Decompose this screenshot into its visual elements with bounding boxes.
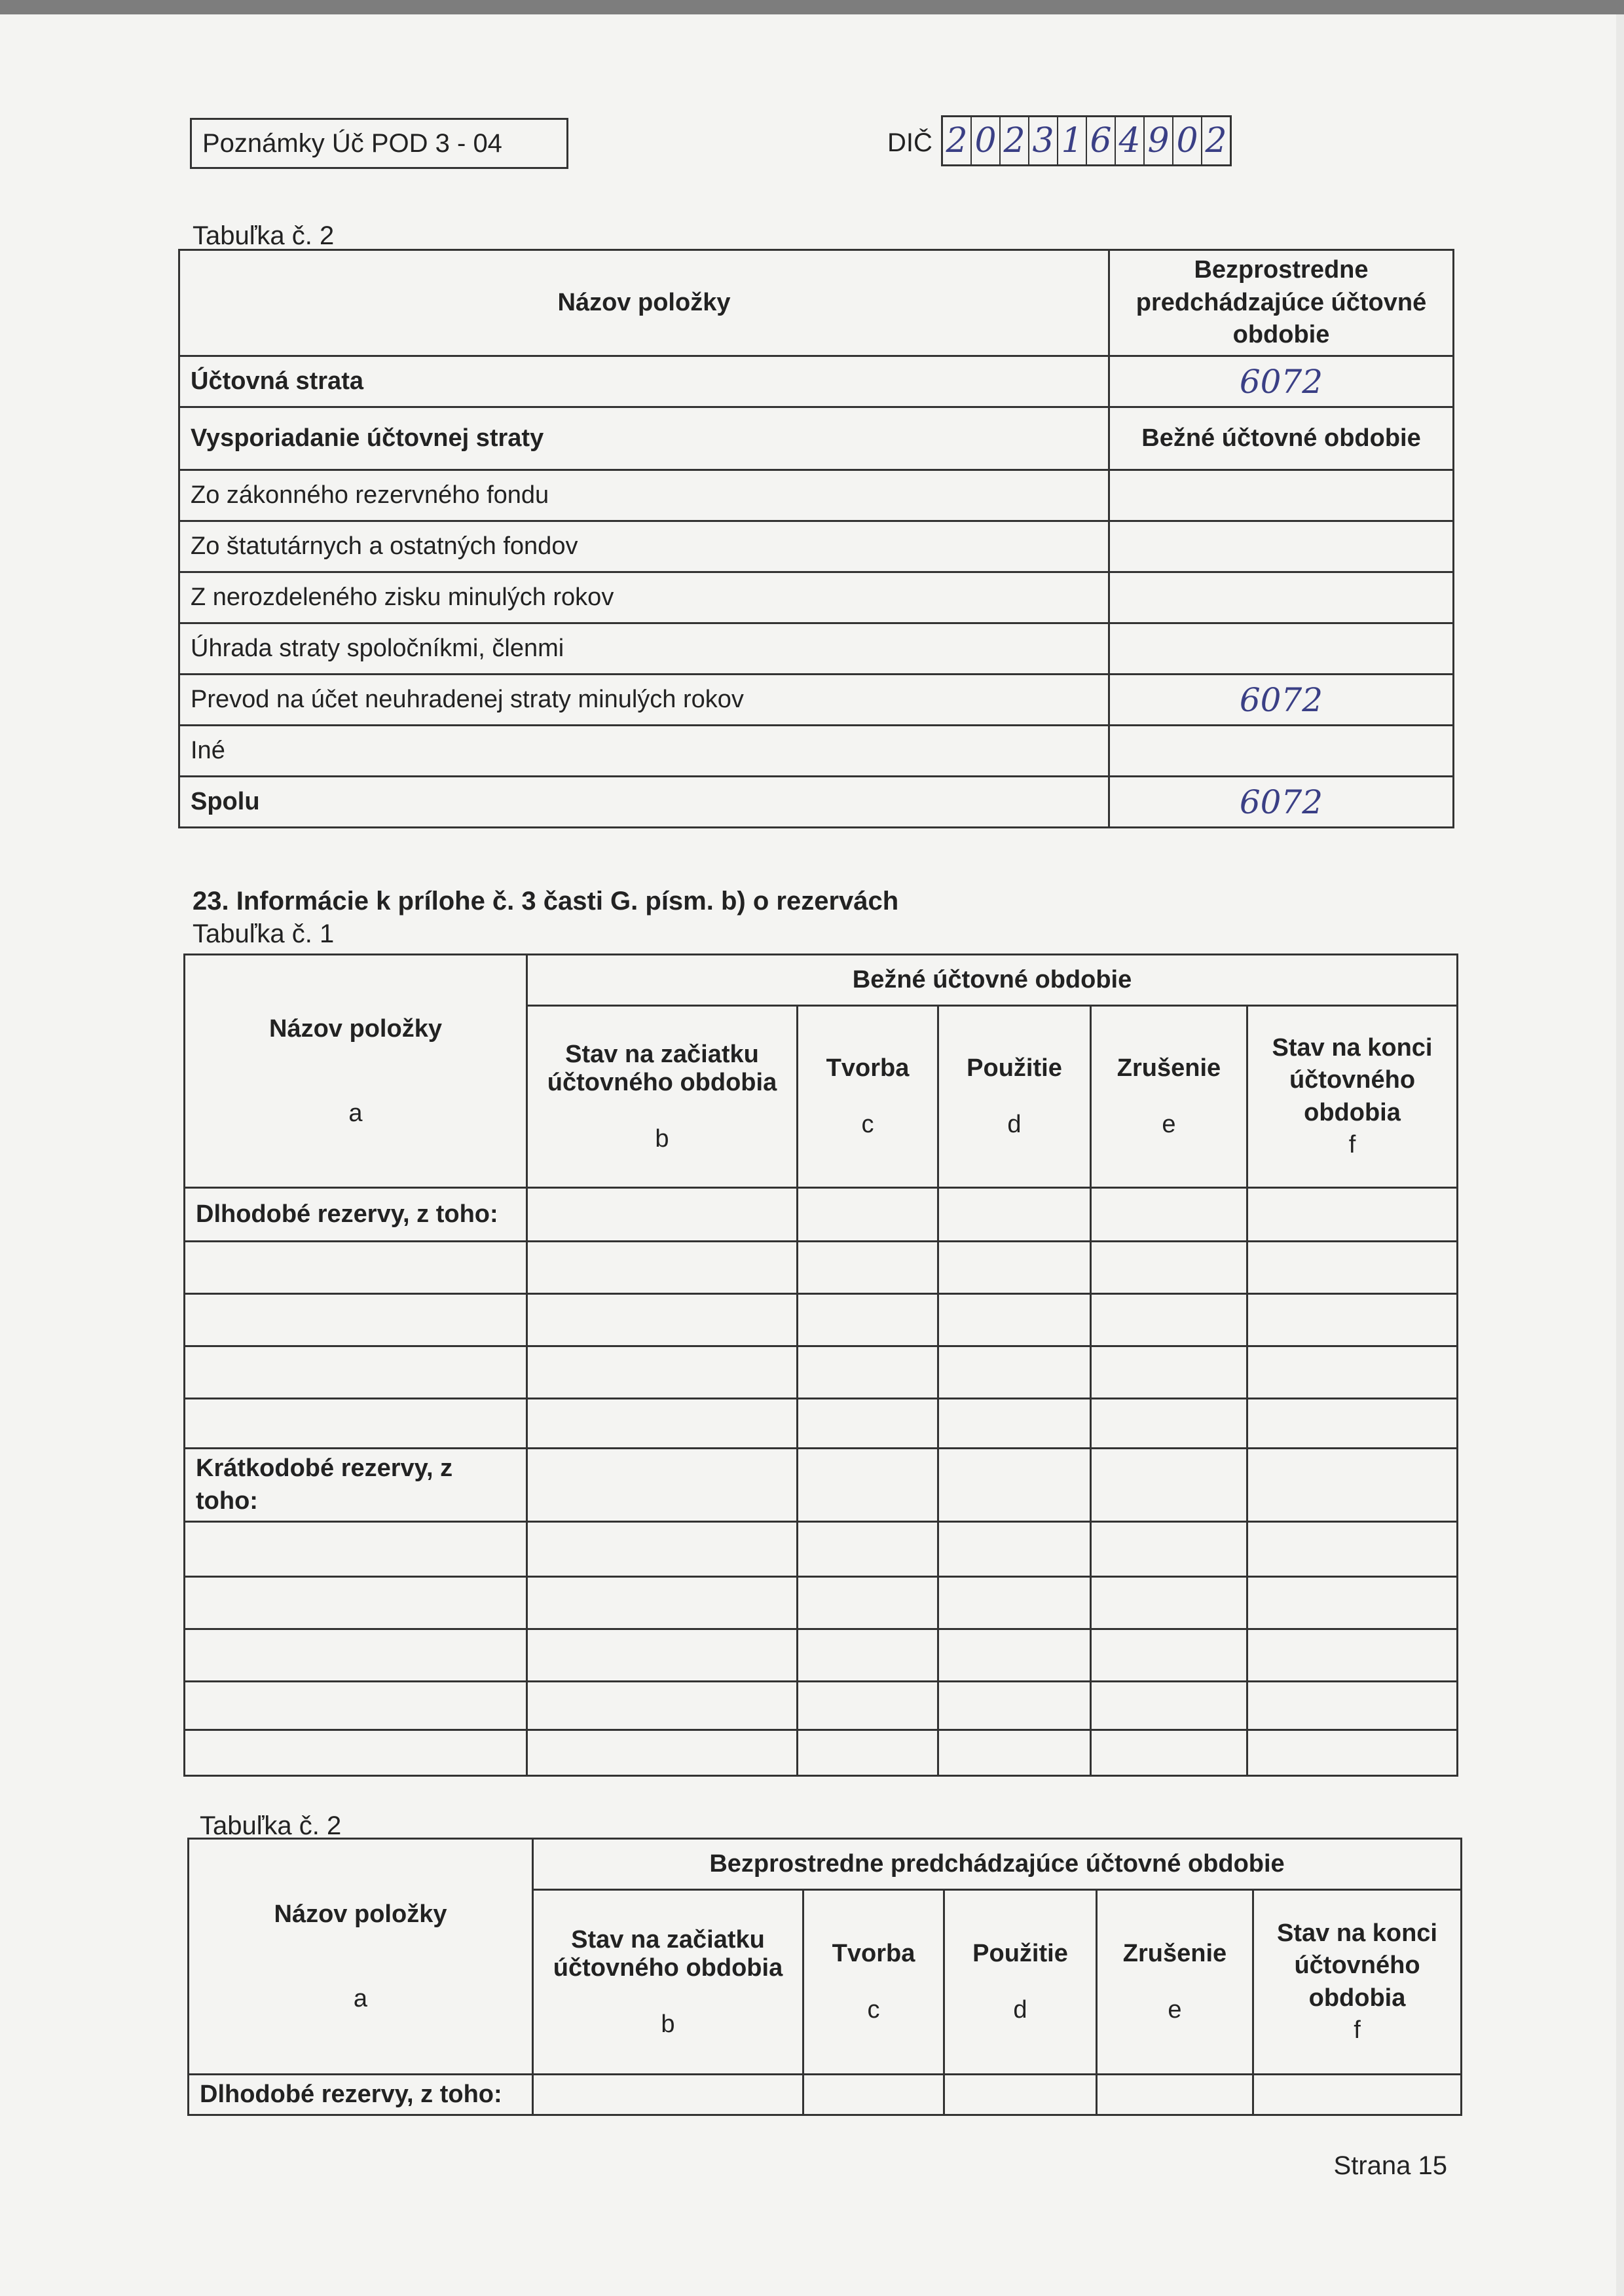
dic-digit: 2 [1205, 121, 1227, 160]
dic-digit: 0 [972, 117, 1001, 164]
col-letter: c [861, 1111, 874, 1138]
table-cell [1247, 1294, 1458, 1346]
col-header-text: Použitie [972, 1940, 1068, 1967]
col-header-name [189, 1839, 533, 2075]
dic-digit: 6 [1087, 117, 1116, 164]
col-header-d [944, 1890, 1097, 2075]
handwritten-value [1109, 572, 1454, 623]
table-cell [1247, 1629, 1458, 1682]
table-cell [527, 1577, 798, 1629]
table-cell [938, 1346, 1091, 1399]
table-caption: Tabuľka č. 2 [200, 1811, 342, 1840]
table-cell [1247, 1522, 1458, 1577]
table-cell [798, 1449, 938, 1522]
table-cell [527, 1188, 798, 1242]
table-cell [1097, 2075, 1253, 2115]
handwritten-value [1109, 726, 1454, 777]
table-cell [798, 1188, 938, 1242]
table-cell [1091, 1399, 1247, 1449]
table-cell [938, 1188, 1091, 1242]
table-cell [527, 1682, 798, 1730]
dic-digit: 2 [1001, 117, 1029, 164]
table-cell [798, 1730, 938, 1776]
table-cell [1247, 1242, 1458, 1294]
table-cell [798, 1242, 938, 1294]
table-cell [1247, 1577, 1458, 1629]
table-cell [185, 1730, 527, 1776]
col-letter: a [353, 1984, 368, 2012]
col-letter: b [655, 1124, 669, 1153]
table-cell [527, 1629, 798, 1682]
dic-field [941, 115, 1232, 166]
col-header-c [798, 1006, 938, 1188]
handwritten-value: 6072 [1109, 675, 1454, 726]
table-cell [527, 1522, 798, 1577]
row-label: Prevod na účet neuhradenej straty minulých rokov [179, 675, 1109, 726]
row-label: Zo štatutárnych a ostatných fondov [179, 521, 1109, 572]
table-cell [1091, 1730, 1247, 1776]
row-label: Iné [179, 726, 1109, 777]
table-cell [1247, 1346, 1458, 1399]
col-letter: d [1013, 1996, 1027, 2024]
table-cell [938, 1242, 1091, 1294]
dic-digit: 9 [1145, 117, 1173, 164]
col-header-text: Tvorba [832, 1940, 915, 1967]
handwritten-value: 6072 [1109, 356, 1454, 407]
col-header-name [185, 955, 527, 1188]
period-header: Bežné účtovné obdobie [527, 955, 1458, 1006]
table-cell [1091, 1629, 1247, 1682]
handwritten-value [1109, 470, 1454, 521]
table-cell [944, 2075, 1097, 2115]
dic-digit: 1 [1058, 117, 1087, 164]
table-cell [1091, 1346, 1247, 1399]
col-header-e [1091, 1006, 1247, 1188]
col-letter: e [1168, 1996, 1182, 2024]
col-header-b [527, 1006, 798, 1188]
table-cell [938, 1629, 1091, 1682]
col-header-current-period: Bežné účtovné obdobie [1109, 407, 1454, 470]
table-cell [1247, 1682, 1458, 1730]
col-letter: f [1354, 2016, 1361, 2044]
col-letter: c [867, 1996, 880, 2024]
table-cell [1247, 1399, 1458, 1449]
table-cell [185, 1682, 527, 1730]
row-label: Úhrada straty spoločníkmi, členmi [179, 623, 1109, 675]
table-cell [798, 1522, 938, 1577]
table-cell [938, 1730, 1091, 1776]
table-cell [1091, 1294, 1247, 1346]
table-caption: Tabuľka č. 1 [193, 919, 335, 948]
table-cell [185, 1242, 527, 1294]
reserves-current-table [183, 954, 1458, 1777]
col-header-text: Stav na konci účtovného obdobia [1277, 1919, 1437, 2012]
table-cell [938, 1577, 1091, 1629]
col-letter: f [1348, 1130, 1356, 1158]
row-label: Dlhodobé rezervy, z toho: [185, 1188, 527, 1242]
dic-digit: 2 [943, 117, 972, 164]
table-cell [185, 1294, 527, 1346]
col-header-f [1247, 1006, 1458, 1188]
col-letter: b [661, 2010, 675, 2038]
handwritten-value [1109, 623, 1454, 675]
col-header-text: Použitie [967, 1054, 1062, 1082]
period-header: Bezprostredne predchádzajúce účtovné obdobie [533, 1839, 1462, 1890]
table-cell [527, 1399, 798, 1449]
col-header-name-text: Názov položky [274, 1900, 447, 1928]
table-cell [798, 1577, 938, 1629]
table-cell [1091, 1188, 1247, 1242]
col-header-d [938, 1006, 1091, 1188]
col-header-text: Tvorba [826, 1054, 910, 1082]
col-header-text: Stav na začiatku účtovného obdobia [553, 1925, 783, 1982]
table-cell [533, 2075, 803, 2115]
row-label: Dlhodobé rezervy, z toho: [189, 2075, 533, 2115]
table-cell [527, 1449, 798, 1522]
table-cell [798, 1399, 938, 1449]
table-cell [1091, 1577, 1247, 1629]
table-cell [527, 1294, 798, 1346]
table-cell [185, 1577, 527, 1629]
row-label-total: Spolu [179, 777, 1109, 828]
table-cell [798, 1346, 938, 1399]
table-cell [1091, 1449, 1247, 1522]
section-title: 23. Informácie k prílohe č. 3 časti G. písm. b) o rezervách [193, 887, 899, 916]
table-cell [527, 1730, 798, 1776]
dic-label: DIČ [887, 128, 932, 157]
table-cell [1091, 1682, 1247, 1730]
col-header-b [533, 1890, 803, 2075]
col-letter: a [348, 1099, 363, 1127]
table-cell [185, 1399, 527, 1449]
dic-digit: 3 [1029, 117, 1058, 164]
table-cell [1253, 2075, 1462, 2115]
dic-digit: 0 [1173, 117, 1202, 164]
form-id-box: Poznámky Úč POD 3 - 04 [190, 118, 568, 169]
loss-settlement-table [178, 249, 1454, 828]
scan-edge [0, 0, 1624, 14]
table-cell [1247, 1730, 1458, 1776]
row-label: Krátkodobé rezervy, z toho: [185, 1449, 527, 1522]
col-header-name-text: Názov položky [269, 1014, 442, 1043]
col-header-text: Zrušenie [1122, 1940, 1227, 1967]
table-caption: Tabuľka č. 2 [193, 221, 335, 250]
table-cell [527, 1242, 798, 1294]
handwritten-value [1109, 521, 1454, 572]
row-label: Z nerozdeleného zisku minulých rokov [179, 572, 1109, 623]
table-cell [185, 1522, 527, 1577]
table-cell [938, 1522, 1091, 1577]
table-cell [938, 1294, 1091, 1346]
table-cell [185, 1629, 527, 1682]
table-cell [798, 1682, 938, 1730]
table-cell [527, 1346, 798, 1399]
table-cell [185, 1346, 527, 1399]
col-header-c [803, 1890, 944, 2075]
table-cell [1091, 1522, 1247, 1577]
table-cell [798, 1629, 938, 1682]
col-header-text: Stav na konci účtovného obdobia [1272, 1033, 1433, 1126]
table-cell [803, 2075, 944, 2115]
col-letter: d [1007, 1111, 1022, 1138]
row-label: Účtovná strata [179, 356, 1109, 407]
table-cell [1091, 1242, 1247, 1294]
table-cell [1247, 1188, 1458, 1242]
col-letter: e [1162, 1111, 1176, 1138]
col-header-prev-period: Bezprostredne predchádzajúce účtovné obdobie [1109, 250, 1454, 356]
col-header-e [1097, 1890, 1253, 2075]
table-cell [798, 1294, 938, 1346]
col-header-f [1253, 1890, 1462, 2075]
handwritten-total: 6072 [1109, 777, 1454, 828]
table-cell [938, 1449, 1091, 1522]
row-label: Vysporiadanie účtovnej straty [179, 407, 1109, 470]
table-cell [938, 1682, 1091, 1730]
col-header-text: Zrušenie [1116, 1054, 1221, 1082]
table-cell [938, 1399, 1091, 1449]
dic-digit: 4 [1116, 117, 1145, 164]
row-label: Zo zákonného rezervného fondu [179, 470, 1109, 521]
col-header-name: Názov položky [179, 250, 1109, 356]
col-header-text: Stav na začiatku účtovného obdobia [547, 1040, 777, 1096]
page-number: Strana 15 [1333, 2151, 1447, 2180]
reserves-previous-table [187, 1838, 1462, 2116]
table-cell [1247, 1449, 1458, 1522]
